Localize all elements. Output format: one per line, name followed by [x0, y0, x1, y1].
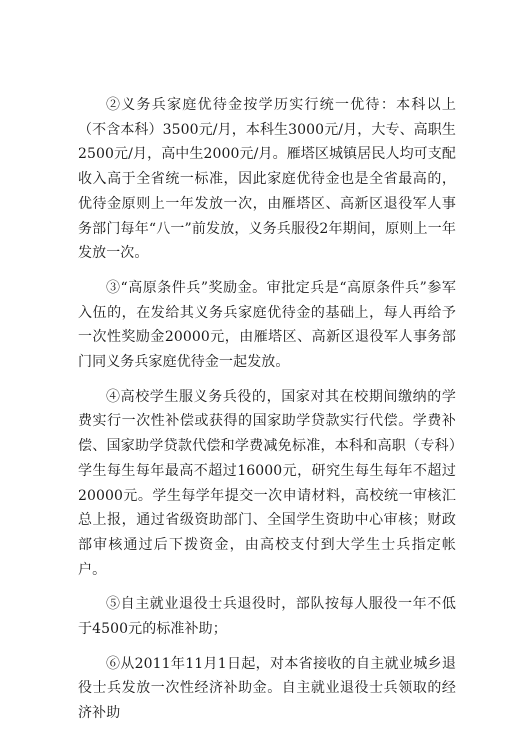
paragraph-family-allowance: ②义务兵家庭优待金按学历实行统一优待：本科以上（不含本科）3500元/月，本科生3000元/月，大专、高职生2500元/月，高中生2000元/月。雁塔区城镇居民人均可支配收入高于全省统一标准，因此家庭优待金也是全省最高的，优待金原则上一年发放一次，由雁塔区、高新区退役军人事务部门每年“八一”前发放，义务兵服役2年期间，原则上一年发放一次。 [78, 97, 456, 262]
document-page [78, 93, 456, 726]
paragraph-economic-subsidy: ⑥从2011年11月1日起，对本省接收的自主就业城乡退役士兵发放一次性经济补助金。自主就业退役士兵领取的经济补助 [78, 655, 456, 722]
paragraph-retirement-subsidy: ⑤自主就业退役士兵退役时，部队按每人服役一年不低于4500元的标准补助； [78, 596, 456, 638]
paragraph-plateau-soldier-bonus: ③“高原条件兵”奖励金。审批定兵是“高原条件兵”参军入伍的，在发给其义务兵家庭优待金的基础上，每人再给予一次性奖励金20000元，由雁塔区、高新区退役军人事务部门同义务兵家庭优待金一起发放。 [78, 279, 456, 371]
paragraph-college-tuition-compensation: ④高校学生服义务兵役的，国家对其在校期间缴纳的学费实行一次性补偿或获得的国家助学贷款实行代偿。学费补偿、国家助学贷款代偿和学费减免标准，本科和高职（专科）学生每生每年最高不超过16000元，研究生每生每年不超过20000元。学生每学年提交一次申请材料，高校统一审核汇总上报，通过省级资助部门、全国学生资助中心审核；财政部审核通过后下拨资金，由高校支付到大学生士兵指定帐户。 [78, 388, 456, 578]
